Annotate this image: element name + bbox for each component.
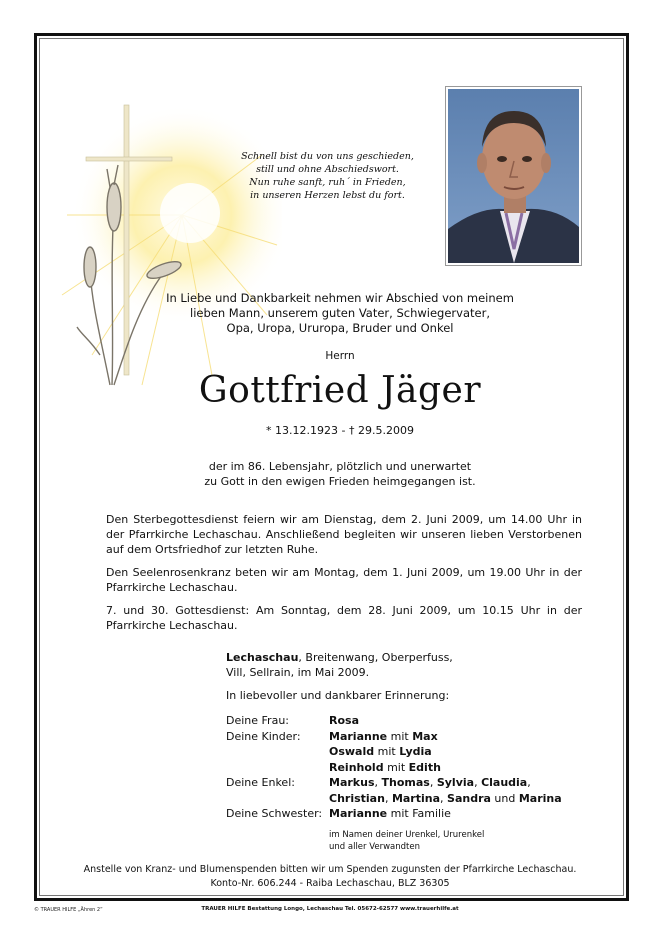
donation-line: Konto-Nr. 606.244 - Raiba Lechaschau, BLZ 36305 (210, 877, 450, 889)
family-row-children (226, 760, 562, 776)
family-row-children (226, 744, 562, 760)
verse-line: Nun ruhe sanft, ruh´ in Frieden, (249, 177, 406, 188)
relation-label: Deine Kinder: (226, 729, 301, 743)
intro-line: lieben Mann, unserem guten Vater, Schwiegervater, (190, 306, 490, 320)
memorial-mass-paragraph: 7. und 30. Gottesdienst: Am Sonntag, dem 28. Juni 2009, um 10.15 Uhr in der Pfarrkirche Lechaschau. (106, 604, 582, 632)
family-name: Lydia (399, 745, 432, 758)
place-rest: , Breitenwang, Oberperfuss, (298, 651, 453, 664)
connector: mit Familie (387, 807, 451, 820)
place-and-date (226, 650, 526, 680)
portrait-photo (445, 86, 582, 266)
verse-line: still und ohne Abschiedswort. (256, 164, 399, 175)
donation-line: Anstelle von Kranz- und Blumenspenden bitten wir um Spenden zugunsten der Pfarrkirche Lechaschau. (83, 864, 577, 875)
rosary-paragraph: Den Seelenrosenkranz beten wir am Montag, dem 1. Juni 2009, um 19.00 Uhr in der Pfarrkirche Lechaschau. (106, 566, 582, 594)
family-name: Marina (518, 791, 562, 805)
family-name: Sylvia (436, 776, 475, 789)
family-name: Claudia (481, 776, 528, 789)
family-name: Edith (408, 760, 441, 774)
family-row-grandchildren: Christian, Martina, Sandra und Marina (329, 791, 562, 805)
funeral-service-paragraph: Den Sterbegottesdienst feiern wir am Dienstag, dem 2. Juni 2009, um 14.00 Uhr in der Pfarrkirche Lechaschau. Anschließend begleiten wir unseren lieben Verstorbenen auf dem Ortsfriedhof zur letzten Ruhe. (106, 513, 582, 556)
connector: mit (387, 729, 413, 743)
family-row-wife (226, 713, 562, 729)
footer-copyright: © TRAUER HILFE „Ähren 2“ (34, 907, 103, 913)
verse-line: Schnell bist du von uns geschieden, (241, 151, 414, 162)
family-name: Sandra (447, 791, 491, 805)
note-line: und aller Verwandten (329, 842, 421, 852)
deceased-name: Gottfried Jäger (198, 370, 482, 411)
intro-text (120, 291, 560, 336)
connector: mit (383, 760, 409, 774)
family-name: Thomas (381, 776, 430, 789)
relation-label: Deine Enkel: (226, 776, 295, 789)
family-name: Christian (329, 791, 385, 805)
family-name: Marianne (329, 729, 388, 743)
memorial-verse (215, 150, 440, 202)
relation-label: Deine Schwester: (226, 807, 323, 820)
place-line-2: Vill, Sellrain, im Mai 2009. (226, 666, 370, 679)
life-dates: * 13.12.1923 - † 29.5.2009 (266, 424, 414, 437)
family-row-grandchildren: Deine Enkel: Markus, Thomas, Sylvia, Claudia, (226, 776, 531, 789)
memory-line: In liebevoller und dankbarer Erinnerung: (226, 689, 450, 702)
family-row-children (226, 729, 562, 745)
extended-family-note (329, 829, 484, 853)
family-name: Oswald (329, 745, 375, 758)
family-name: Rosa (329, 714, 359, 727)
salutation: Herrn (325, 350, 355, 362)
family-name: Markus (329, 776, 375, 789)
note-line: im Namen deiner Urenkel, Ururenkel (329, 830, 485, 840)
family-name: Martina (391, 791, 441, 805)
relation-label: Deine Frau: (226, 714, 289, 727)
verse-line: in unseren Herzen lebst du fort. (250, 190, 405, 201)
donation-note (60, 863, 600, 890)
death-subtitle (120, 459, 560, 489)
connector: mit (374, 745, 400, 758)
intro-line: Opa, Uropa, Ururopa, Bruder und Onkel (226, 321, 454, 335)
place-main: Lechaschau (226, 651, 299, 664)
family-name: Max (412, 729, 438, 743)
footer-company: TRAUER HILFE Bestattung Longo, Lechaschau Tel. 05672-62577 www.trauerhilfe.at (201, 906, 459, 912)
intro-line: In Liebe und Dankbarkeit nehmen wir Abschied von meinem (166, 291, 514, 305)
family-name: Marianne (329, 807, 388, 820)
family-row-sister (226, 806, 562, 822)
family-list (226, 713, 562, 822)
subtitle-line: zu Gott in den ewigen Frieden heimgegangen ist. (204, 475, 476, 488)
subtitle-line: der im 86. Lebensjahr, plötzlich und unerwartet (208, 460, 472, 473)
family-name: Reinhold (329, 760, 384, 774)
portrait-image (448, 89, 579, 263)
